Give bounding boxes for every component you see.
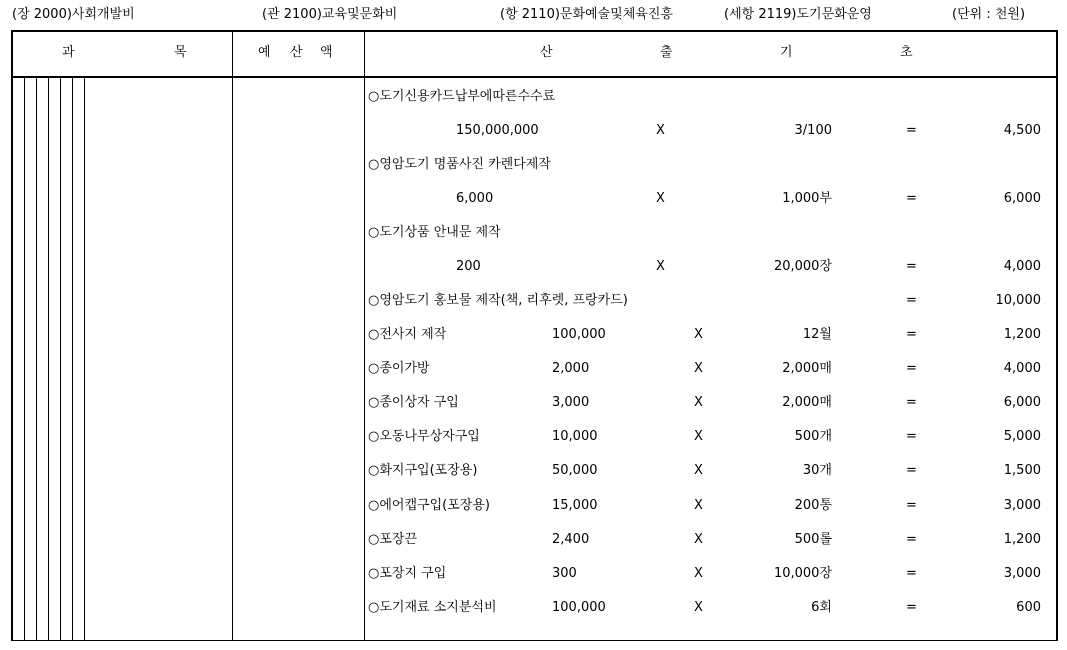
row-equals: = [906,566,917,581]
basis-header-char: 산 [540,45,553,60]
row-amount: 6,000 [1003,395,1041,410]
row-quantity: 2,400 [552,532,590,547]
row-operator: X [656,123,665,138]
subject-rule [24,78,25,640]
chapter-label: (장 2000)사회개발비 [12,7,135,22]
row-operator: X [694,429,703,444]
row-quantity: 15,000 [552,498,598,513]
row-title: ○영암도기 명품사진 카렌다제작 [368,157,551,172]
row-label: ○전사지 제작 [368,327,447,342]
row-amount: 5,000 [1003,429,1041,444]
row-amount: 1,500 [1003,463,1041,478]
row-quantity: 2,000 [552,361,590,376]
row-label: ○에어캡구입(포장용) [368,498,490,513]
row-equals: = [906,463,917,478]
row-multiplier: 12월 [802,327,832,342]
row-operator: X [694,532,703,547]
row-operator: X [694,395,703,410]
row-label: ○포장끈 [368,532,418,547]
row-equals: = [906,123,917,138]
subject-rule [36,78,37,640]
row-quantity: 200 [456,259,481,274]
row-quantity: 50,000 [552,463,598,478]
row-amount: 3,000 [1003,498,1041,513]
row-multiplier: 200통 [794,498,832,513]
row-multiplier: 1,000부 [782,191,832,206]
row-multiplier: 500롤 [794,532,832,547]
row-label: ○도기재료 소지분석비 [368,600,497,615]
row-equals: = [906,395,917,410]
row-title: ○도기상품 안내문 제작 [368,225,501,240]
row-label: ○포장지 구입 [368,566,447,581]
row-quantity: 100,000 [552,600,606,615]
row-quantity: 10,000 [552,429,598,444]
subject-rule [48,78,49,640]
row-quantity: 3,000 [552,395,590,410]
item-label: (항 2110)문화예술및체육진흥 [500,7,673,22]
table-left-border [11,30,13,641]
row-quantity: 300 [552,566,577,581]
table-bottom-border [11,640,1058,641]
table-right-border [1056,30,1058,641]
row-equals: = [906,293,917,308]
basis-header-char: 출 [660,45,673,60]
row-label: ○종이가방 [368,361,430,376]
row-equals: = [906,361,917,376]
row-multiplier: 2,000매 [782,361,832,376]
subitem-label: (세항 2119)도기문화운영 [724,7,872,22]
subject-header-left: 과 [62,45,75,60]
row-amount: 4,500 [1003,123,1041,138]
header-bottom-border [11,76,1058,78]
budget-header-char: 예 [258,45,271,60]
subject-rule [84,78,85,640]
table-top-border [11,30,1058,32]
row-label: ○영암도기 홍보물 제작(책, 리후렛, 프랑카드) [368,293,628,308]
row-amount: 4,000 [1003,361,1041,376]
budget-header-char: 산 [290,45,303,60]
basis-header-char: 초 [900,45,913,60]
row-amount: 1,200 [1003,532,1041,547]
basis-column-divider [364,30,365,641]
row-operator: X [694,463,703,478]
row-label: ○종이상자 구입 [368,395,459,410]
row-equals: = [906,429,917,444]
row-equals: = [906,600,917,615]
row-multiplier: 20,000장 [773,259,832,274]
basis-header-char: 기 [780,45,793,60]
row-multiplier: 2,000매 [782,395,832,410]
row-quantity: 150,000,000 [456,123,539,138]
row-equals: = [906,327,917,342]
row-amount: 600 [1016,600,1041,615]
row-label: ○화지구입(포장용) [368,463,478,478]
row-equals: = [906,532,917,547]
subject-rule [72,78,73,640]
row-title: ○도기신용카드납부에따른수수료 [368,89,556,104]
row-operator: X [656,259,665,274]
row-equals: = [906,191,917,206]
row-operator: X [694,498,703,513]
row-label: ○오동나무상자구입 [368,429,480,444]
row-multiplier: 6회 [811,600,832,615]
row-quantity: 6,000 [456,191,494,206]
subject-rule [60,78,61,640]
section-label: (관 2100)교육및문화비 [262,7,398,22]
row-equals: = [906,259,917,274]
budget-header-char: 액 [320,45,333,60]
subject-header-right: 목 [174,45,187,60]
row-operator: X [694,566,703,581]
unit-label: (단위 : 천원) [952,7,1026,22]
row-amount: 1,200 [1003,327,1041,342]
row-multiplier: 3/100 [794,123,832,138]
row-multiplier: 30개 [802,463,832,478]
row-quantity: 100,000 [552,327,606,342]
row-multiplier: 500개 [794,429,832,444]
row-amount: 10,000 [995,293,1041,308]
row-amount: 3,000 [1003,566,1041,581]
row-operator: X [656,191,665,206]
row-operator: X [694,327,703,342]
row-operator: X [694,361,703,376]
row-operator: X [694,600,703,615]
row-amount: 6,000 [1003,191,1041,206]
row-equals: = [906,498,917,513]
row-multiplier: 10,000장 [773,566,832,581]
budget-column-divider [232,30,233,641]
row-amount: 4,000 [1003,259,1041,274]
